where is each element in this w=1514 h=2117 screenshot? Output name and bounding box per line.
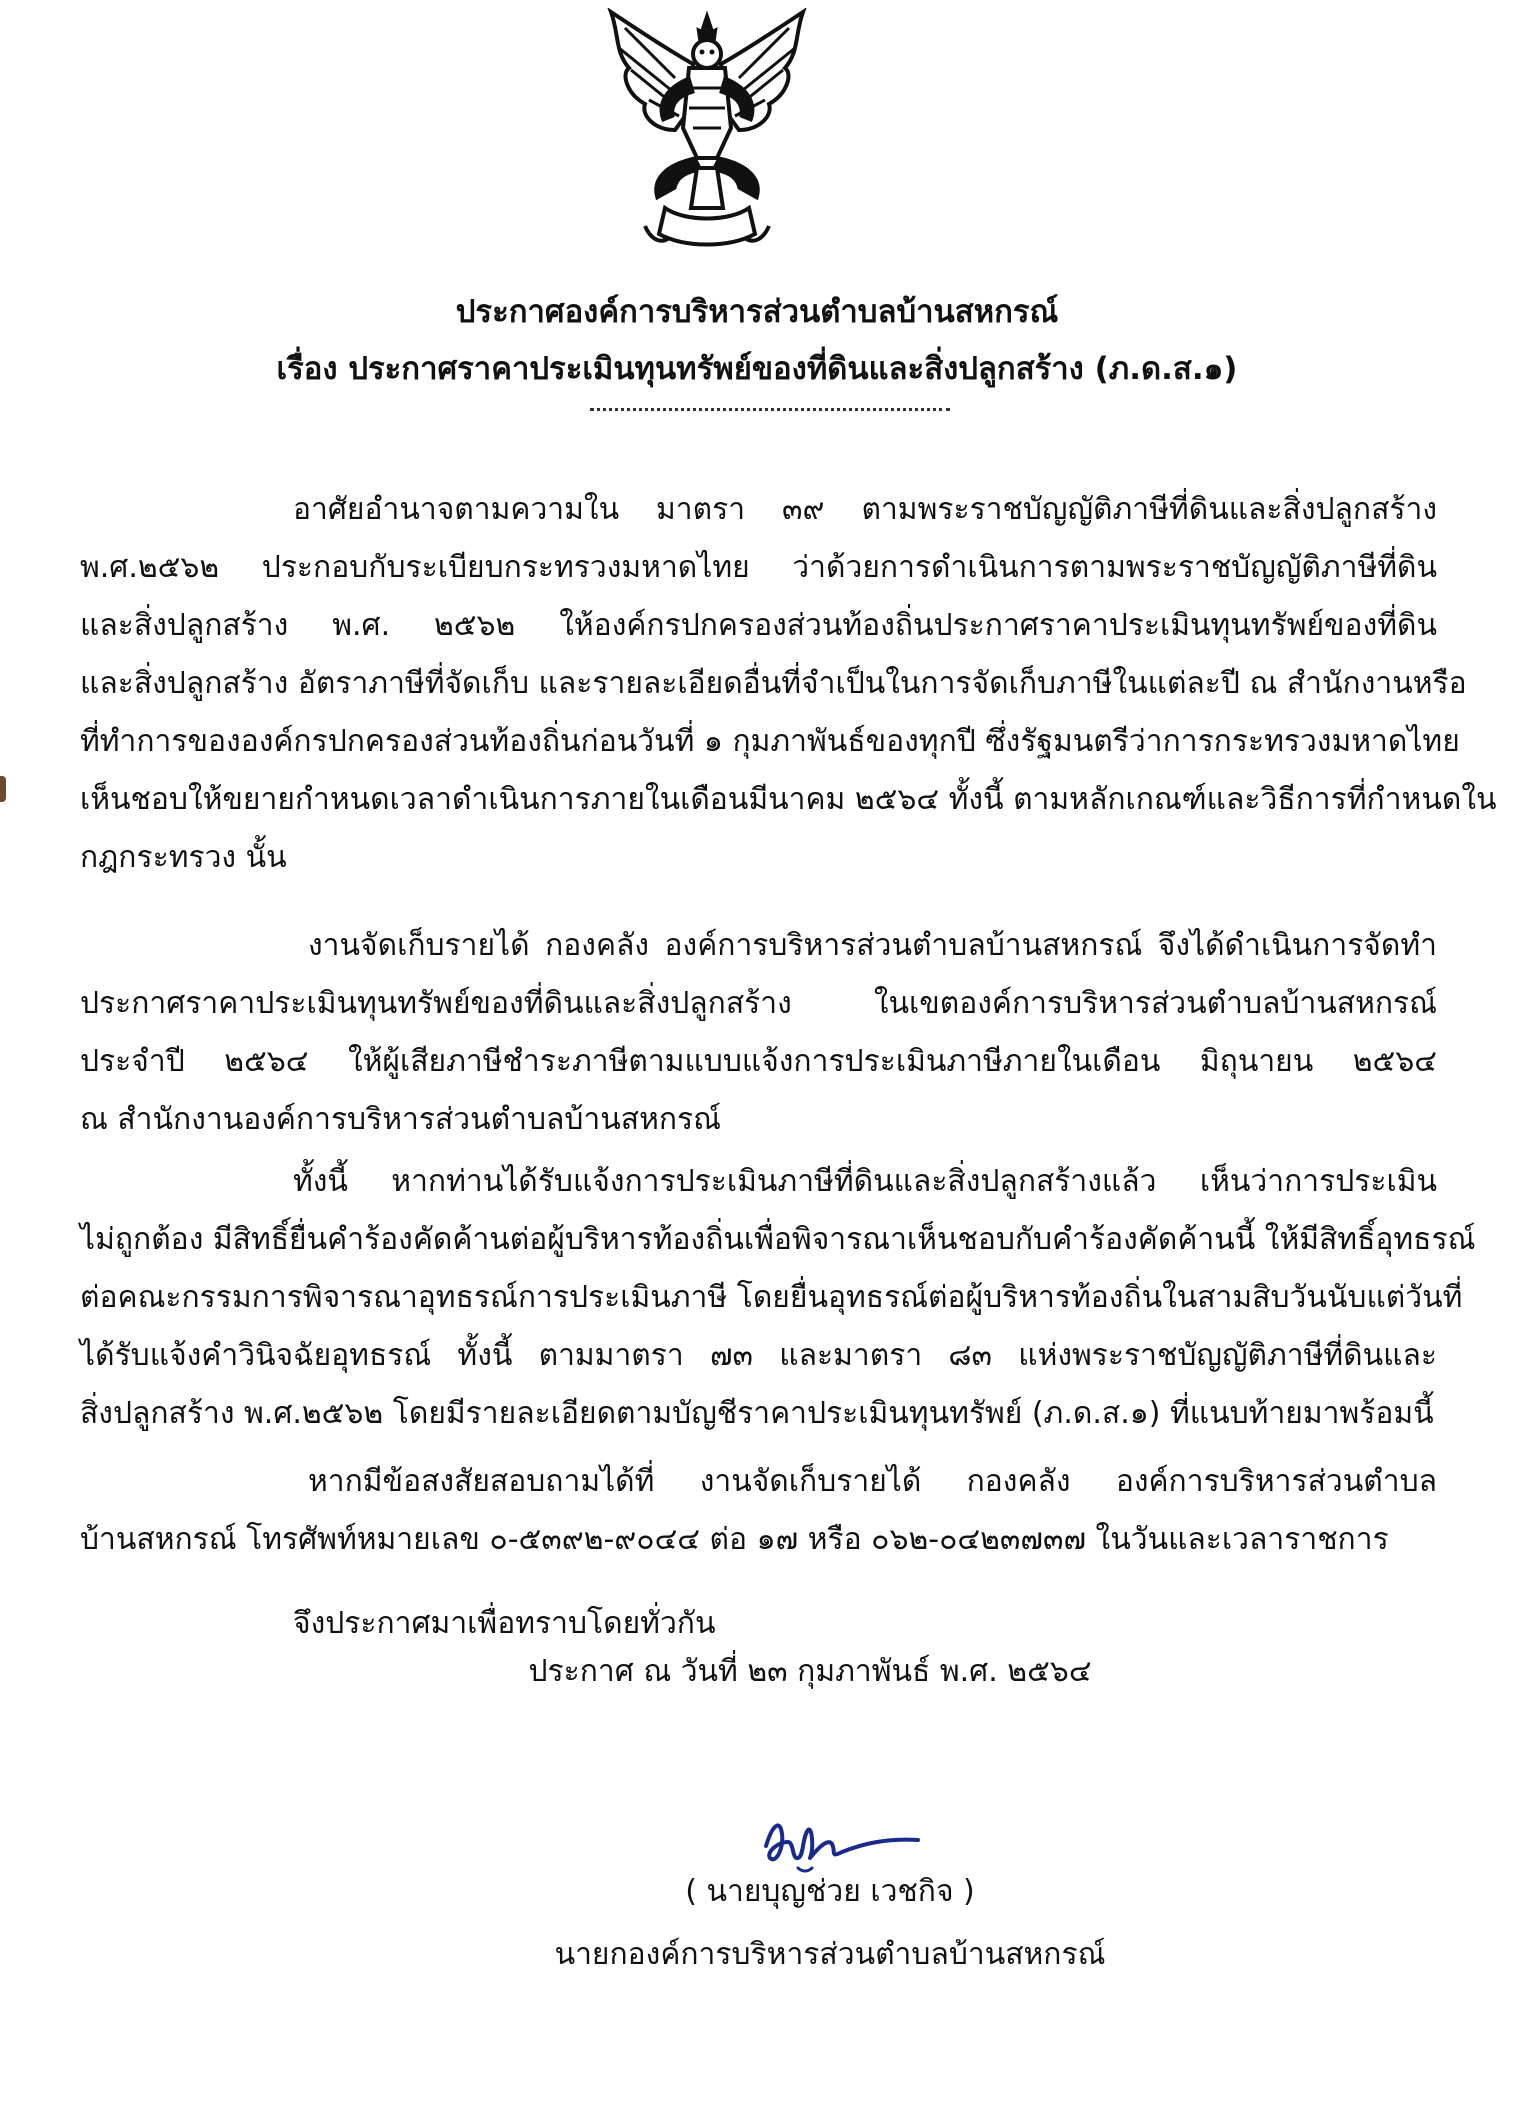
paragraph-3-line: สิ่งปลูกสร้าง พ.ศ.๒๕๖๒ โดยมีรายละเอียดตามบัญชีราคาประเมินทุนทรัพย์ (ภ.ด.ส.๑) ที่แนบท้ายมาพร้อมนี้: [80, 1396, 1434, 1431]
closing-line: จึงประกาศมาเพื่อทราบโดยทั่วกัน: [293, 1606, 716, 1641]
paragraph-2-line: งานจัดเก็บรายได้ กองคลัง องค์การบริหารส่วนตำบลบ้านสหกรณ์ จึงได้ดำเนินการจัดทำ: [308, 928, 1437, 963]
signer-position: นายกองค์การบริหารส่วนตำบลบ้านสหกรณ์: [554, 1937, 1106, 1972]
paragraph-1-line: กฎกระทรวง นั้น: [80, 840, 287, 875]
signer-name: ( นายบุญช่วย เวชกิจ ): [685, 1874, 975, 1909]
paragraph-4-line: หากมีข้อสงสัยสอบถามได้ที่ งานจัดเก็บรายได้ กองคลัง องค์การบริหารส่วนตำบล: [308, 1464, 1437, 1499]
garuda-emblem-icon: [605, 8, 810, 253]
paragraph-3-line: ทั้งนี้ หากท่านได้รับแจ้งการประเมินภาษีที่ดินและสิ่งปลูกสร้างแล้ว เห็นว่าการประเมิน: [293, 1164, 1437, 1199]
paragraph-1-line: และสิ่งปลูกสร้าง อัตราภาษีที่จัดเก็บ และรายละเอียดอื่นที่จำเป็นในการจัดเก็บภาษีในแต่ละปี ณ สำนักงานหรือ: [80, 666, 1467, 701]
paragraph-1-line: พ.ศ.๒๕๖๒ ประกอบกับระเบียบกระทรวงมหาดไทย ว่าด้วยการดำเนินการตามพระราชบัญญัติภาษีที่ดิน: [80, 550, 1437, 585]
paragraph-1-line: และสิ่งปลูกสร้าง พ.ศ. ๒๕๖๒ ให้องค์กรปกครองส่วนท้องถิ่นประกาศราคาประเมินทุนทรัพย์ของที่ดิน: [80, 608, 1437, 643]
announcement-title: ประกาศองค์การบริหารส่วนตำบลบ้านสหกรณ์: [455, 294, 1059, 330]
paragraph-2-line: ประจำปี ๒๕๖๔ ให้ผู้เสียภาษีชำระภาษีตามแบบแจ้งการประเมินภาษีภายในเดือน มิถุนายน ๒๕๖๔: [80, 1044, 1437, 1079]
paragraph-1-line: อาศัยอำนาจตามความใน มาตรา ๓๙ ตามพระราชบัญญัติภาษีที่ดินและสิ่งปลูกสร้าง: [293, 492, 1437, 527]
announcement-date: ประกาศ ณ วันที่ ๒๓ กุมภาพันธ์ พ.ศ. ๒๕๖๔: [528, 1654, 1092, 1689]
paragraph-4-line: บ้านสหกรณ์ โทรศัพท์หมายเลข ๐-๕๓๙๒-๙๐๔๔ ต่อ ๑๗ หรือ ๐๖๒-๐๔๒๓๗๓๗ ในวันและเวลาราชการ: [80, 1522, 1389, 1557]
paragraph-3-line: ต่อคณะกรรมการพิจารณาอุทธรณ์การประเมินภาษี โดยยื่นอุทธรณ์ต่อผู้บริหารท้องถิ่นในสามสิบวันนับแต่วันที่: [80, 1280, 1463, 1315]
paragraph-2-line: ประกาศราคาประเมินทุนทรัพย์ของที่ดินและสิ่งปลูกสร้าง ในเขตองค์การบริหารส่วนตำบลบ้านสหกรณ์: [80, 986, 1437, 1021]
paragraph-3-line: ไม่ถูกต้อง มีสิทธิ์ยื่นคำร้องคัดค้านต่อผู้บริหารท้องถิ่นเพื่อพิจารณาเห็นชอบกับคำร้องคัดค้านนี้ ให้มีสิทธิ์อุทธรณ์: [80, 1222, 1476, 1257]
handwritten-signature-icon: [758, 1808, 928, 1878]
title-divider: [590, 408, 950, 411]
paragraph-1-line: ที่ทำการขององค์กรปกครองส่วนท้องถิ่นก่อนวันที่ ๑ กุมภาพันธ์ของทุกปี ซึ่งรัฐมนตรีว่าการกระทรวงมหาดไทย: [80, 724, 1460, 759]
paragraph-3-line: ได้รับแจ้งคำวินิจฉัยอุทธรณ์ ทั้งนี้ ตามมาตรา ๗๓ และมาตรา ๘๓ แห่งพระราชบัญญัติภาษีที่ดินและ: [80, 1338, 1437, 1373]
paragraph-1-line: เห็นชอบให้ขยายกำหนดเวลาดำเนินการภายในเดือนมีนาคม ๒๕๖๔ ทั้งนี้ ตามหลักเกณฑ์และวิธีการที่กำหนดใน: [80, 782, 1497, 817]
scan-edge-mark: [0, 776, 6, 802]
paragraph-2-line: ณ สำนักงานองค์การบริหารส่วนตำบลบ้านสหกรณ์: [80, 1102, 721, 1137]
announcement-subject: เรื่อง ประกาศราคาประเมินทุนทรัพย์ของที่ดินและสิ่งปลูกสร้าง (ภ.ด.ส.๑): [276, 351, 1238, 387]
